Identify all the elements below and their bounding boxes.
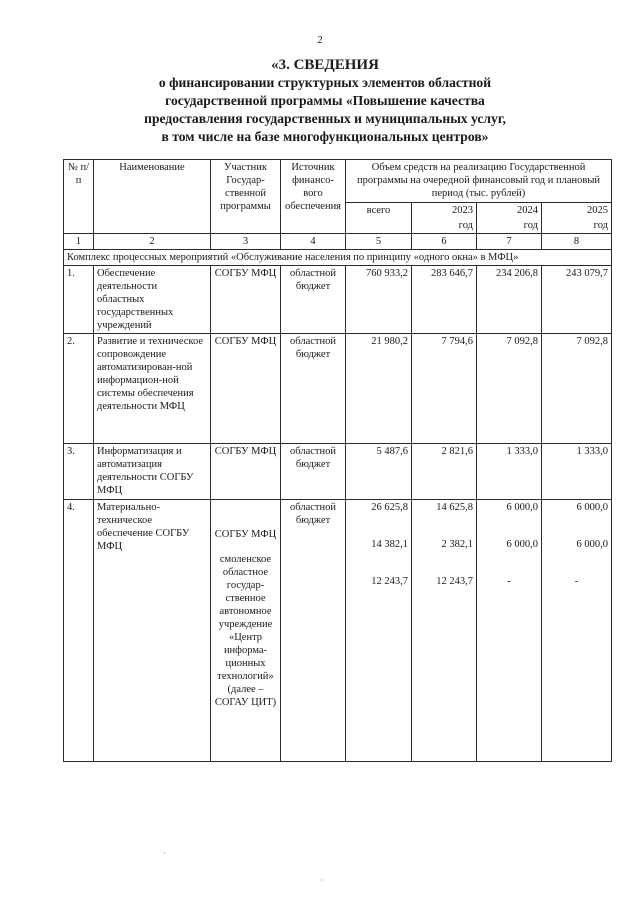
document-title	[40, 56, 610, 146]
title-line-2: о финансировании структурных элементов областной	[158, 75, 492, 90]
spacer	[214, 541, 277, 553]
row-source: областной бюджет	[281, 334, 346, 444]
row-source: областной бюджет	[281, 500, 346, 762]
header-funds: Объем средств на реализацию Государственной программы на очередной финансовый год и плановый период (тыс. рублей)	[346, 160, 612, 203]
row-name: Развитие и техническое сопровождение автоматизирован-ной информацион-ной системы обеспечения деятельности МФЦ	[94, 334, 211, 444]
row-2024: 234 206,8	[477, 266, 542, 334]
row-participant-sub1: СОГБУ МФЦ	[214, 529, 277, 540]
row-2024-sub2: -	[507, 576, 511, 587]
spacer	[545, 551, 608, 575]
header-year-2024: 2024	[477, 203, 542, 219]
spacer	[480, 551, 538, 575]
header-source: Источник финансо-вого обеспечения	[281, 160, 346, 234]
row-num: 1.	[64, 266, 94, 334]
row-2025-sub1: 6 000,0	[576, 539, 609, 550]
table-header-row	[64, 160, 612, 203]
table-row	[64, 334, 612, 444]
header-year-word: год	[542, 218, 612, 234]
row-total-sub2: 12 243,7	[371, 576, 408, 587]
row-2024-sub1: 6 000,0	[506, 539, 538, 550]
spacer	[545, 514, 608, 538]
row-2025-sub2: -	[574, 576, 579, 587]
row-total: 760 933,2	[346, 266, 412, 334]
row-2023	[412, 500, 477, 762]
table-row	[64, 444, 612, 500]
section-title: Комплекс процессных мероприятий «Обслуживание населения по принципу «одного окна» в МФЦ»	[64, 250, 612, 266]
row-2024-all: 6 000,0	[506, 502, 538, 513]
column-numbers-row	[64, 234, 612, 250]
header-year-word: год	[412, 218, 477, 234]
header-total: всего	[346, 203, 412, 234]
row-total-all: 26 625,8	[371, 502, 408, 513]
row-2025-all: 6 000,0	[576, 502, 609, 513]
header-num: № п/п	[64, 160, 94, 234]
row-name-text: Материально-техническое обеспечение СОГБУ МФЦ	[97, 502, 190, 552]
row-num: 4.	[64, 500, 94, 762]
spacer	[415, 551, 473, 575]
row-2023: 283 646,7	[412, 266, 477, 334]
title-line-3: государственной программы «Повышение качества	[165, 93, 485, 108]
spacer	[349, 514, 408, 538]
spacer	[349, 551, 408, 575]
page-number: 2	[317, 34, 323, 46]
row-2023: 2 821,6	[412, 444, 477, 500]
row-name: Обеспечение деятельности областных государственных учреждений	[94, 266, 211, 334]
col-number: 7	[477, 234, 542, 250]
row-participant-sub2: смоленское областное государ-ственное автономное учреждение «Центр информа-ционных технологий» (далее – СОГАУ ЦИТ)	[214, 554, 277, 708]
row-total	[346, 500, 412, 762]
spacer	[480, 514, 538, 538]
row-name: Информатизация и автоматизация деятельности СОГБУ МФЦ	[94, 444, 211, 500]
spacer	[214, 501, 277, 528]
col-number: 6	[412, 234, 477, 250]
row-2023: 7 794,6	[412, 334, 477, 444]
row-num: 2.	[64, 334, 94, 444]
col-number: 5	[346, 234, 412, 250]
row-participant: СОГБУ МФЦ	[211, 266, 281, 334]
financing-table	[63, 159, 612, 762]
header-year-word: год	[477, 218, 542, 234]
row-participant: СОГБУ МФЦ	[211, 444, 281, 500]
row-source: областной бюджет	[281, 444, 346, 500]
col-number: 1	[64, 234, 94, 250]
title-heading: «3. СВЕДЕНИЯ	[271, 57, 379, 73]
row-num: 3.	[64, 444, 94, 500]
col-number: 3	[211, 234, 281, 250]
row-2025: 243 079,7	[542, 266, 612, 334]
table-row	[64, 500, 612, 762]
header-name: Наименование	[94, 160, 211, 234]
row-2023-sub1: 2 382,1	[441, 539, 473, 550]
row-participant	[211, 500, 281, 762]
header-year-2025: 2025	[542, 203, 612, 219]
row-2025: 1 333,0	[542, 444, 612, 500]
title-line-5: в том числе на базе многофункциональных центров»	[161, 129, 489, 144]
spacer	[415, 514, 473, 538]
row-2024	[477, 500, 542, 762]
header-year-2023: 2023	[412, 203, 477, 219]
row-name	[94, 500, 211, 762]
row-source: областной бюджет	[281, 266, 346, 334]
header-participant: Участник Государ-ственной программы	[211, 160, 281, 234]
scan-speck: ·	[320, 875, 323, 885]
row-total: 5 487,6	[346, 444, 412, 500]
row-2024: 1 333,0	[477, 444, 542, 500]
col-number: 8	[542, 234, 612, 250]
col-number: 2	[94, 234, 211, 250]
scan-speck: ·	[163, 848, 166, 858]
row-participant: СОГБУ МФЦ	[211, 334, 281, 444]
row-total-sub1: 14 382,1	[371, 539, 408, 550]
row-2024: 7 092,8	[477, 334, 542, 444]
table-row	[64, 266, 612, 334]
row-2025: 7 092,8	[542, 334, 612, 444]
row-2023-sub2: 12 243,7	[436, 576, 473, 587]
row-total: 21 980,2	[346, 334, 412, 444]
row-2025	[542, 500, 612, 762]
row-2023-all: 14 625,8	[436, 502, 473, 513]
col-number: 4	[281, 234, 346, 250]
title-line-4: предоставления государственных и муниципальных услуг,	[144, 111, 506, 126]
section-row	[64, 250, 612, 266]
